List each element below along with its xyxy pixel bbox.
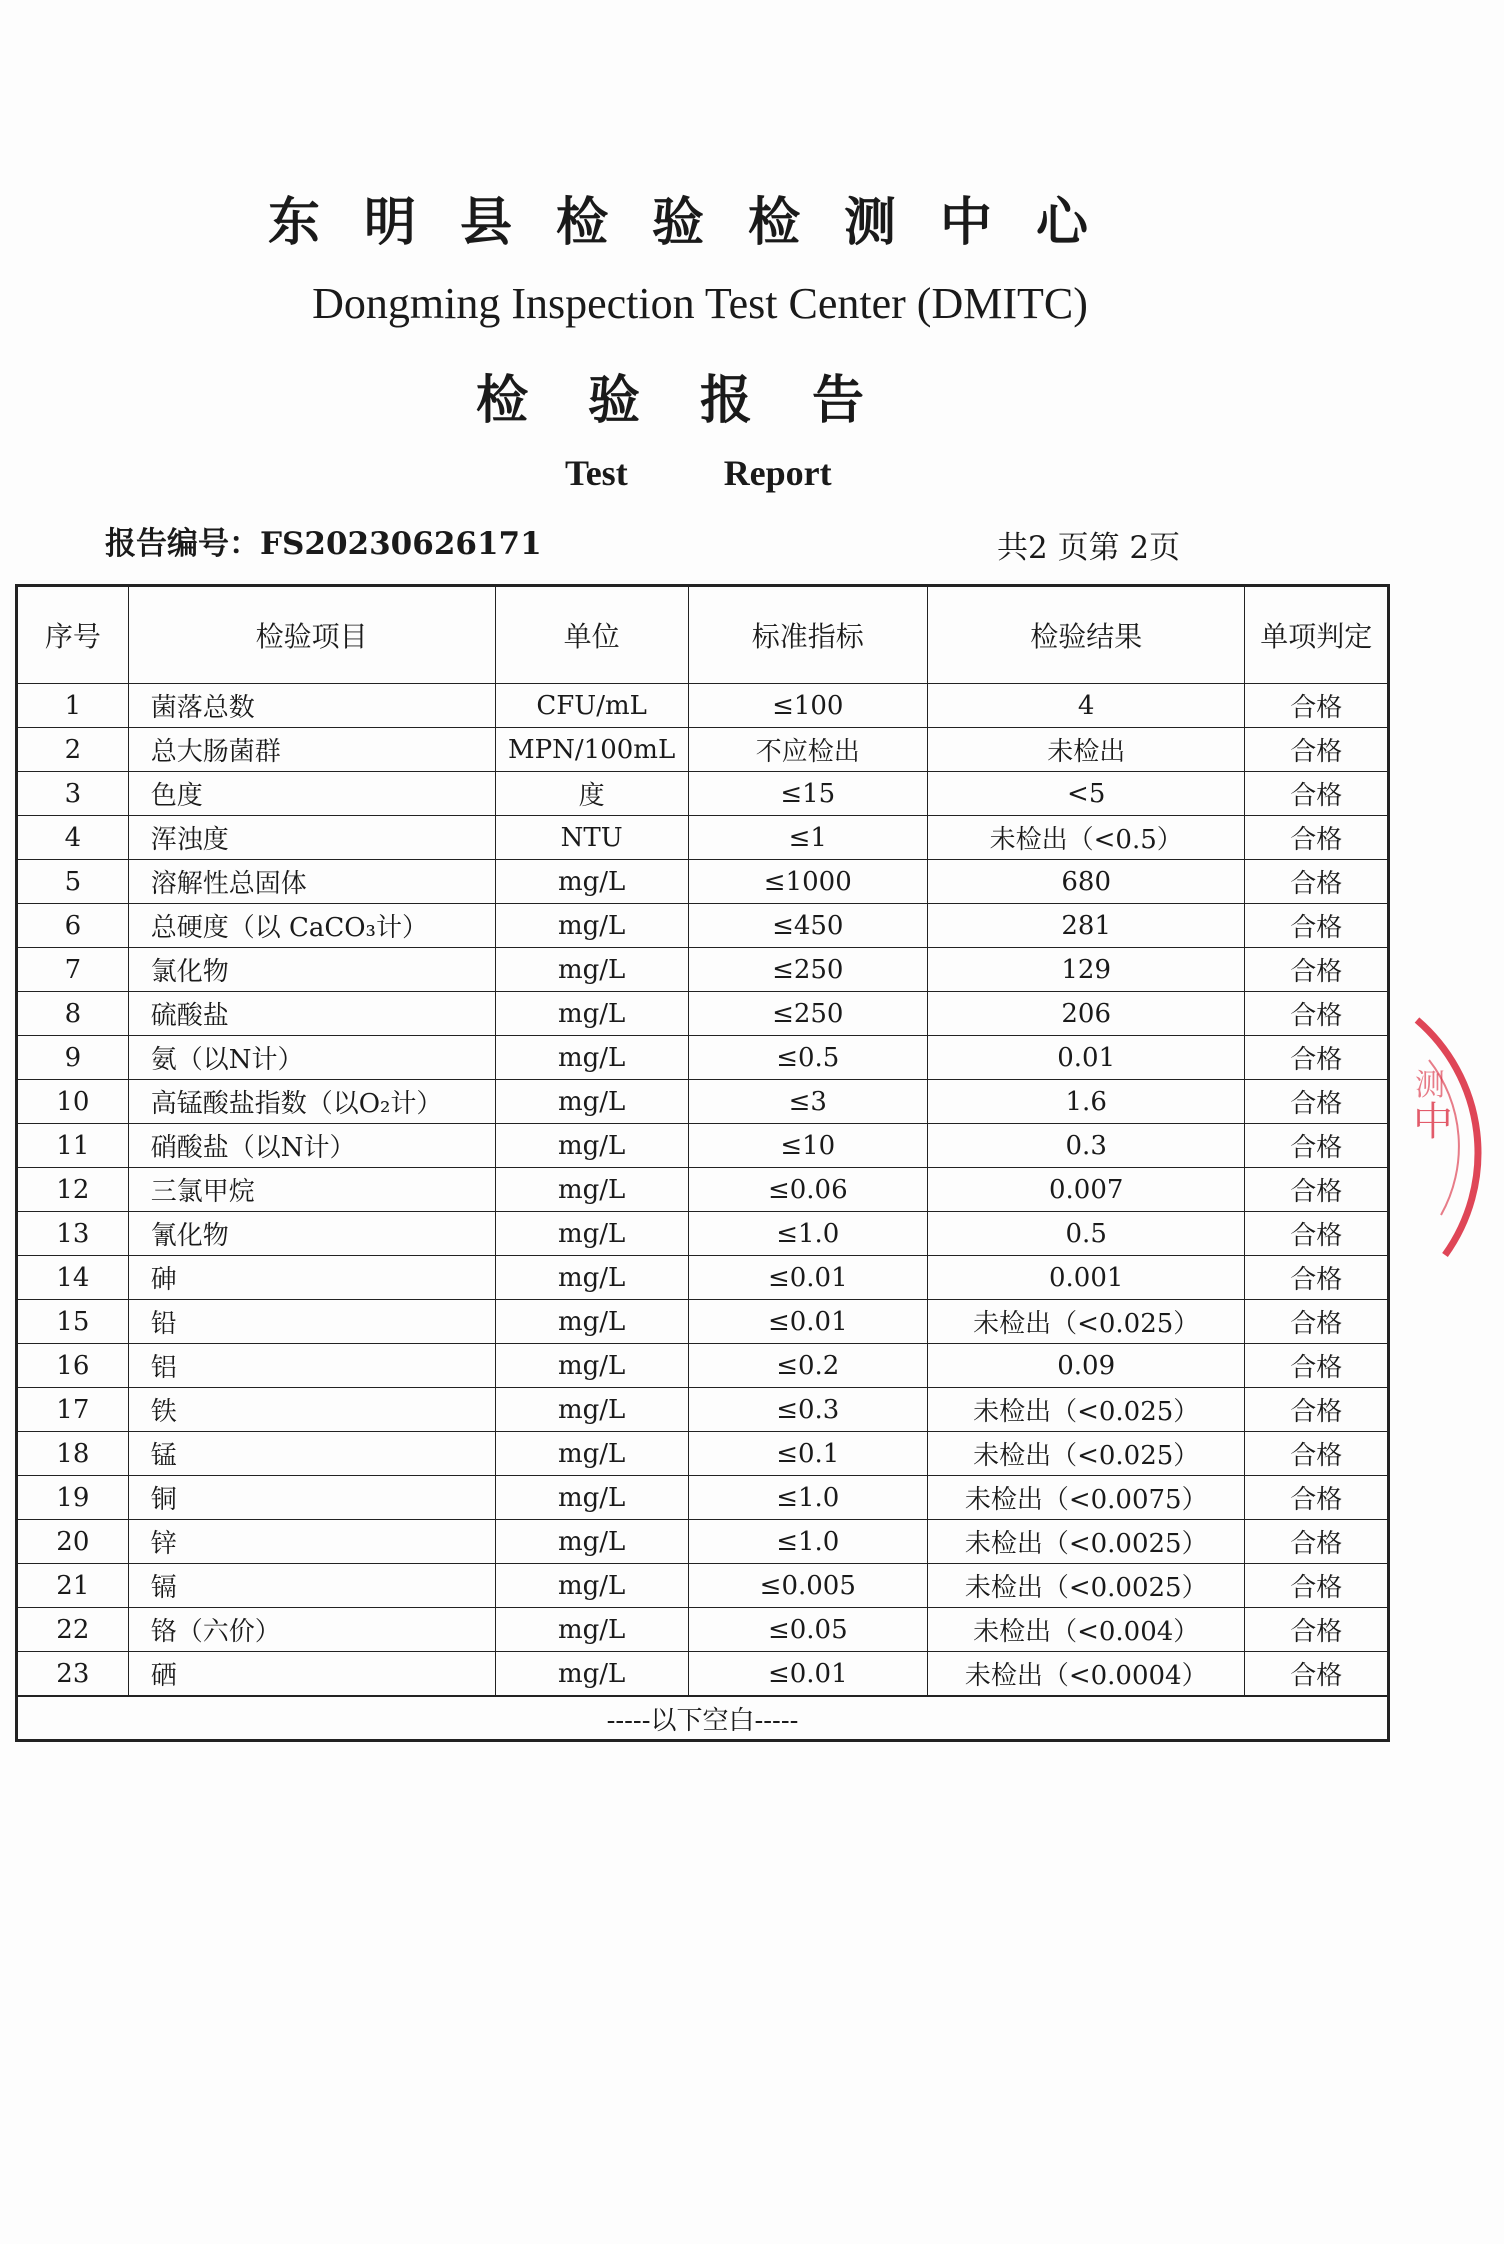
cell-result: 0.007 [928,1168,1245,1212]
cell-no: 12 [17,1168,129,1212]
cell-verdict: 合格 [1245,1300,1389,1344]
cell-no: 9 [17,1036,129,1080]
cell-standard: ≤0.05 [688,1608,927,1652]
cell-verdict: 合格 [1245,1652,1389,1697]
table-footer-row [17,1696,1389,1741]
col-header-result: 检验结果 [928,586,1245,684]
cell-verdict: 合格 [1245,1476,1389,1520]
results-table [15,584,1390,1742]
cell-item: 铬（六价） [128,1608,495,1652]
cell-no: 11 [17,1124,129,1168]
cell-item: 镉 [128,1564,495,1608]
cell-result: 未检出（<0.025） [928,1388,1245,1432]
cell-result: 0.09 [928,1344,1245,1388]
seal-text-char-2: 测 [1415,1068,1445,1103]
cell-item: 铝 [128,1344,495,1388]
cell-item: 砷 [128,1256,495,1300]
cell-unit: CFU/mL [495,684,688,728]
cell-no: 15 [17,1300,129,1344]
cell-no: 2 [17,728,129,772]
cell-no: 17 [17,1388,129,1432]
cell-standard: ≤3 [688,1080,927,1124]
cell-standard: ≤0.01 [688,1256,927,1300]
table-row [17,1124,1389,1168]
cell-no: 21 [17,1564,129,1608]
org-title-en: Dongming Inspection Test Center (DMITC) [312,279,1088,328]
cell-result: 680 [928,860,1245,904]
cell-unit: mg/L [495,948,688,992]
table-row [17,728,1389,772]
cell-verdict: 合格 [1245,1432,1389,1476]
cell-standard: ≤0.1 [688,1432,927,1476]
table-row [17,1036,1389,1080]
cell-verdict: 合格 [1245,684,1389,728]
report-title-en-word-1: Test [565,453,628,493]
cell-result: 未检出（<0.5） [928,816,1245,860]
cell-unit: mg/L [495,1432,688,1476]
cell-verdict: 合格 [1245,948,1389,992]
cell-standard: ≤0.3 [688,1388,927,1432]
cell-result: 未检出（<0.004） [928,1608,1245,1652]
cell-verdict: 合格 [1245,1388,1389,1432]
cell-item: 总大肠菌群 [128,728,495,772]
table-row [17,1476,1389,1520]
cell-unit: mg/L [495,860,688,904]
cell-no: 14 [17,1256,129,1300]
cell-item: 总硬度（以 CaCO₃计） [128,904,495,948]
cell-standard: ≤0.2 [688,1344,927,1388]
cell-unit: mg/L [495,1124,688,1168]
cell-unit: mg/L [495,1608,688,1652]
table-header-row [17,586,1389,684]
cell-result: <5 [928,772,1245,816]
table-row [17,1080,1389,1124]
cell-unit: mg/L [495,1476,688,1520]
cell-result: 0.5 [928,1212,1245,1256]
cell-verdict: 合格 [1245,1564,1389,1608]
table-row [17,1564,1389,1608]
cell-item: 菌落总数 [128,684,495,728]
cell-item: 氰化物 [128,1212,495,1256]
cell-item: 铜 [128,1476,495,1520]
cell-standard: ≤0.06 [688,1168,927,1212]
cell-item: 氯化物 [128,948,495,992]
seal-text-char-1: 中 [1413,1099,1453,1145]
cell-item: 三氯甲烷 [128,1168,495,1212]
cell-result: 未检出（<0.0004） [928,1652,1245,1697]
cell-standard: ≤1.0 [688,1476,927,1520]
cell-result: 未检出（<0.0025） [928,1520,1245,1564]
cell-standard: ≤450 [688,904,927,948]
cell-result: 0.01 [928,1036,1245,1080]
cell-standard: ≤250 [688,992,927,1036]
cell-verdict: 合格 [1245,1344,1389,1388]
table-row [17,992,1389,1036]
cell-unit: NTU [495,816,688,860]
cell-standard: ≤10 [688,1124,927,1168]
cell-standard: ≤250 [688,948,927,992]
cell-item: 硒 [128,1652,495,1697]
cell-verdict: 合格 [1245,1520,1389,1564]
report-number [105,518,542,563]
blank-below-note: -----以下空白----- [17,1696,1389,1741]
table-row [17,1388,1389,1432]
cell-standard: ≤1 [688,816,927,860]
cell-result: 129 [928,948,1245,992]
table-row [17,1608,1389,1652]
col-header-unit: 单位 [495,586,688,684]
cell-standard: 不应检出 [688,728,927,772]
cell-verdict: 合格 [1245,728,1389,772]
cell-verdict: 合格 [1245,816,1389,860]
cell-standard: ≤0.5 [688,1036,927,1080]
cell-no: 8 [17,992,129,1036]
cell-item: 锰 [128,1432,495,1476]
table-row [17,1300,1389,1344]
cell-item: 铁 [128,1388,495,1432]
table-row [17,772,1389,816]
cell-unit: mg/L [495,1168,688,1212]
cell-unit: mg/L [495,992,688,1036]
cell-verdict: 合格 [1245,992,1389,1036]
cell-verdict: 合格 [1245,1124,1389,1168]
cell-item: 高锰酸盐指数（以O₂计） [128,1080,495,1124]
col-header-standard: 标准指标 [688,586,927,684]
cell-result: 281 [928,904,1245,948]
page-info: 共2 页第 2页 [997,530,1181,566]
cell-no: 18 [17,1432,129,1476]
report-number-label: 报告编号： [105,526,260,562]
cell-no: 5 [17,860,129,904]
cell-no: 22 [17,1608,129,1652]
cell-no: 7 [17,948,129,992]
cell-no: 3 [17,772,129,816]
table-row [17,1432,1389,1476]
table-row [17,948,1389,992]
table-row [17,1168,1389,1212]
cell-no: 1 [17,684,129,728]
cell-unit: MPN/100mL [495,728,688,772]
cell-no: 19 [17,1476,129,1520]
table-row [17,1256,1389,1300]
official-seal-stamp [1405,1000,1504,1270]
cell-unit: mg/L [495,1388,688,1432]
cell-result: 未检出（<0.0075） [928,1476,1245,1520]
cell-verdict: 合格 [1245,1168,1389,1212]
cell-verdict: 合格 [1245,772,1389,816]
cell-no: 16 [17,1344,129,1388]
cell-result: 4 [928,684,1245,728]
cell-result: 未检出（<0.025） [928,1300,1245,1344]
cell-result: 0.3 [928,1124,1245,1168]
cell-no: 23 [17,1652,129,1697]
table-row [17,684,1389,728]
cell-unit: mg/L [495,1036,688,1080]
cell-no: 10 [17,1080,129,1124]
cell-result: 未检出（<0.025） [928,1432,1245,1476]
cell-unit: mg/L [495,1212,688,1256]
cell-standard: ≤0.01 [688,1652,927,1697]
cell-result: 206 [928,992,1245,1036]
cell-no: 20 [17,1520,129,1564]
col-header-no: 序号 [17,586,129,684]
table-row [17,816,1389,860]
cell-item: 硝酸盐（以N计） [128,1124,495,1168]
cell-result: 1.6 [928,1080,1245,1124]
cell-no: 13 [17,1212,129,1256]
table-row [17,860,1389,904]
org-title-cn: 东明县检验检测中心 [267,192,1132,253]
table-row [17,1212,1389,1256]
cell-unit: mg/L [495,1080,688,1124]
cell-unit: mg/L [495,1652,688,1697]
cell-standard: ≤1000 [688,860,927,904]
cell-unit: mg/L [495,904,688,948]
cell-verdict: 合格 [1245,1080,1389,1124]
cell-standard: ≤1.0 [688,1520,927,1564]
cell-verdict: 合格 [1245,904,1389,948]
cell-result: 未检出（<0.0025） [928,1564,1245,1608]
cell-unit: mg/L [495,1344,688,1388]
cell-unit: mg/L [495,1256,688,1300]
cell-no: 4 [17,816,129,860]
cell-unit: mg/L [495,1300,688,1344]
cell-unit: 度 [495,772,688,816]
cell-item: 浑浊度 [128,816,495,860]
report-title-en [565,452,832,494]
cell-result: 0.001 [928,1256,1245,1300]
cell-item: 色度 [128,772,495,816]
cell-unit: mg/L [495,1520,688,1564]
cell-item: 铅 [128,1300,495,1344]
cell-verdict: 合格 [1245,1212,1389,1256]
table-row [17,1652,1389,1697]
col-header-item: 检验项目 [128,586,495,684]
table-row [17,904,1389,948]
cell-standard: ≤100 [688,684,927,728]
cell-verdict: 合格 [1245,1256,1389,1300]
cell-item: 硫酸盐 [128,992,495,1036]
report-title-en-word-2: Report [723,453,832,493]
cell-item: 氨（以N计） [128,1036,495,1080]
cell-standard: ≤0.005 [688,1564,927,1608]
cell-verdict: 合格 [1245,860,1389,904]
cell-verdict: 合格 [1245,1036,1389,1080]
table-row [17,1344,1389,1388]
col-header-verdict: 单项判定 [1245,586,1389,684]
report-number-value: FS20230626171 [260,526,542,562]
cell-no: 6 [17,904,129,948]
cell-standard: ≤15 [688,772,927,816]
table-row [17,1520,1389,1564]
cell-result: 未检出 [928,728,1245,772]
cell-unit: mg/L [495,1564,688,1608]
cell-standard: ≤1.0 [688,1212,927,1256]
cell-item: 溶解性总固体 [128,860,495,904]
cell-verdict: 合格 [1245,1608,1389,1652]
cell-item: 锌 [128,1520,495,1564]
report-title-cn: 检验报告 [475,370,924,431]
cell-standard: ≤0.01 [688,1300,927,1344]
